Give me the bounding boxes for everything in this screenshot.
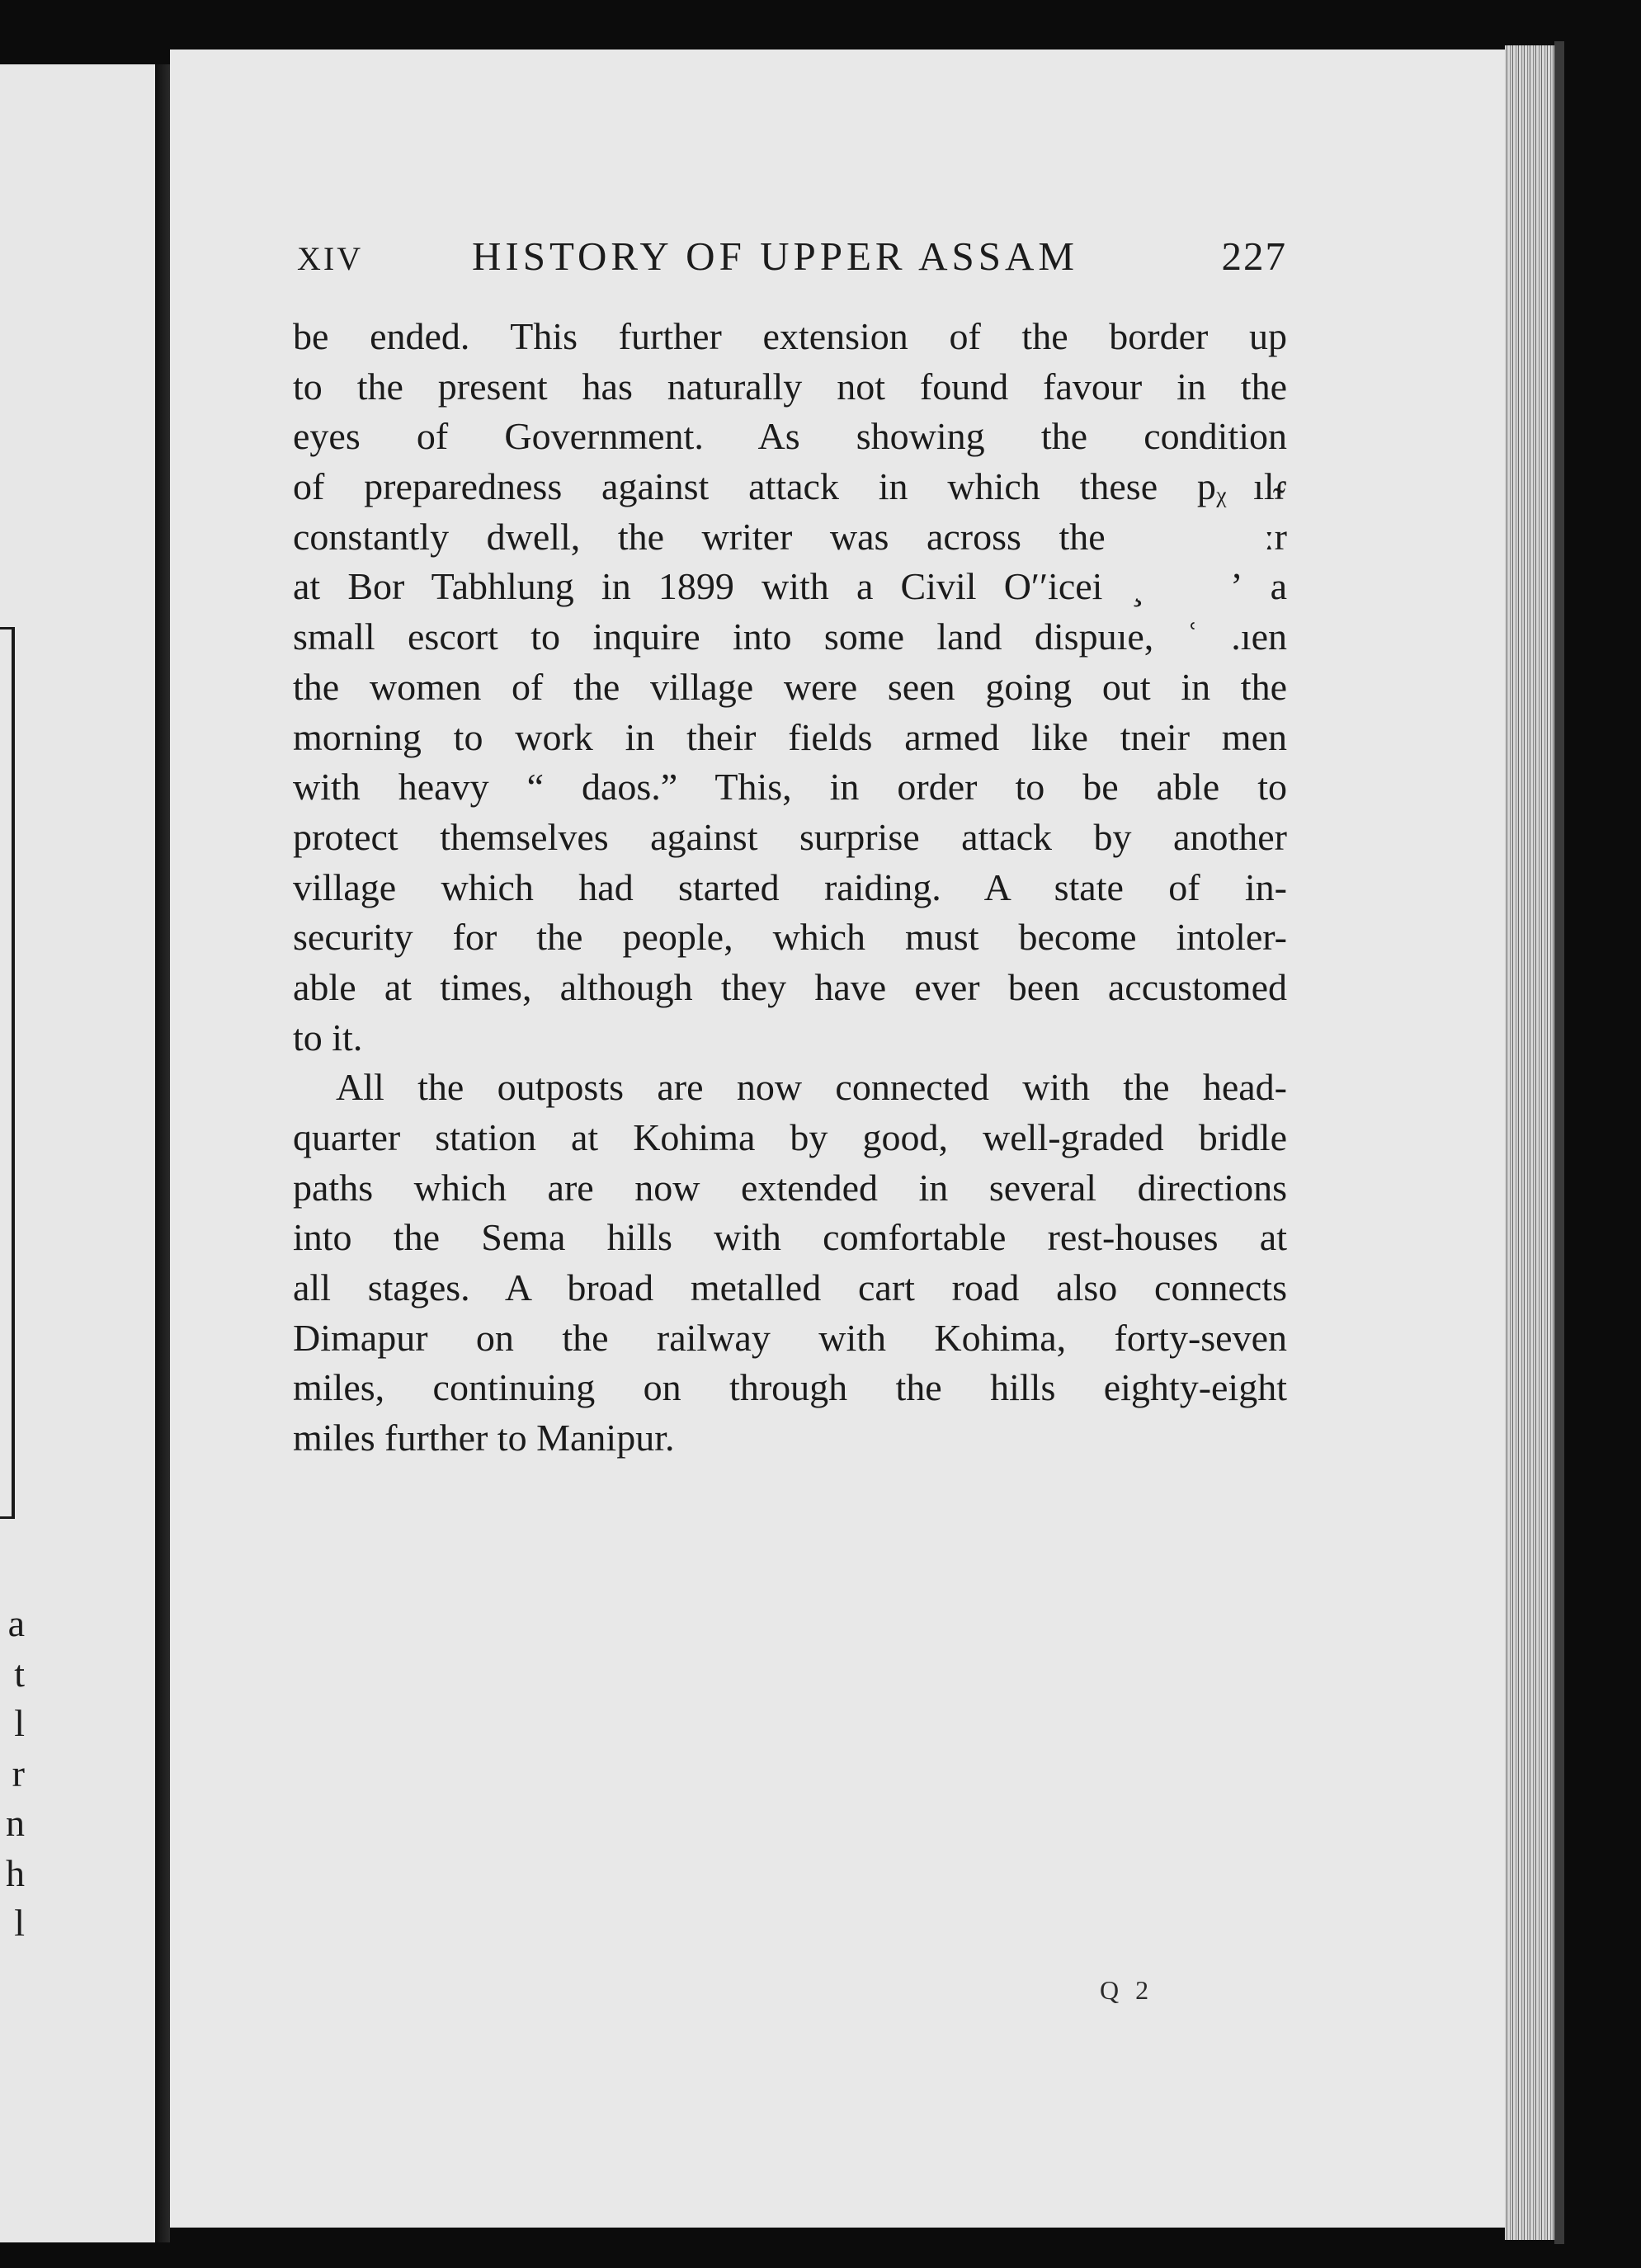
text-line: miles further to Manipur. [293,1417,675,1459]
left-fragment: t [14,1652,25,1695]
text-line: with heavy “ daos.” This, in order to be able to [293,766,1287,809]
left-fragment: a [7,1602,25,1644]
left-page-rule-vertical [12,627,15,1518]
paragraph-1 [293,312,1287,1063]
body-text [293,312,1287,1464]
text-line: Dimapur on the railway with Kohima, forty-seven [293,1316,1287,1359]
left-fragment: l [14,1702,25,1744]
page-edge-shadow [1554,41,1564,2244]
paragraph-2 [293,1063,1287,1464]
left-page-text-fragments [0,1599,25,1949]
text-line: All the outposts are now connected with the head- [336,1066,1287,1109]
text-line: be ended. This further extension of the border up [293,315,1287,357]
page-number: 227 [1221,233,1287,279]
left-fragment: r [12,1752,25,1794]
running-title: HISTORY OF UPPER ASSAM [472,233,1078,279]
text-line: security for the people, which must become intoler- [293,916,1287,959]
chapter-number: XIV [297,240,364,277]
text-line: small escort to inquire into some land dispuıe, ʿ .ıen [293,615,1287,658]
left-fragment: n [6,1802,25,1844]
text-line: eyes of Government. As showing the condition [293,415,1287,458]
text-line: protect themselves against surprise attack by another [293,815,1287,858]
left-page-rule-bottom [0,1516,15,1519]
text-line: to the present has naturally not found favour in the [293,365,1287,408]
text-line: constantly dwell, the writer was across the ːr [293,515,1287,558]
text-line: into the Sema hills with comfortable rest-houses at [293,1216,1287,1259]
text-line: quarter station at Kohima by good, well-graded bridle [293,1116,1287,1158]
stacked-page-edges [1505,45,1554,2240]
text-line: all stages. A broad metalled cart road also connects [293,1266,1287,1309]
text-line: of preparedness against attack in which these pᵪ ılᵳ [293,465,1287,508]
signature-mark: Q 2 [1100,1975,1154,2005]
running-head [297,233,1287,282]
text-line: village which had started raiding. A state of in- [293,865,1287,908]
left-fragment: h [6,1851,25,1894]
text-line: to it. [293,1016,363,1059]
book-gutter [155,64,170,2242]
left-fragment: l [14,1902,25,1944]
text-line: the women of the village were seen going out in the [293,665,1287,708]
text-line: at Bor Tabhlung in 1899 with a Civil Oʹʹicei ̧ ʼ a [293,565,1287,608]
text-line: able at times, although they have ever been accustomed [293,965,1287,1008]
text-line: miles, continuing on through the hills eighty-eight [293,1366,1287,1409]
text-line: morning to work in their fields armed like tneir men [293,715,1287,758]
text-line: paths which are now extended in several directions [293,1166,1287,1209]
